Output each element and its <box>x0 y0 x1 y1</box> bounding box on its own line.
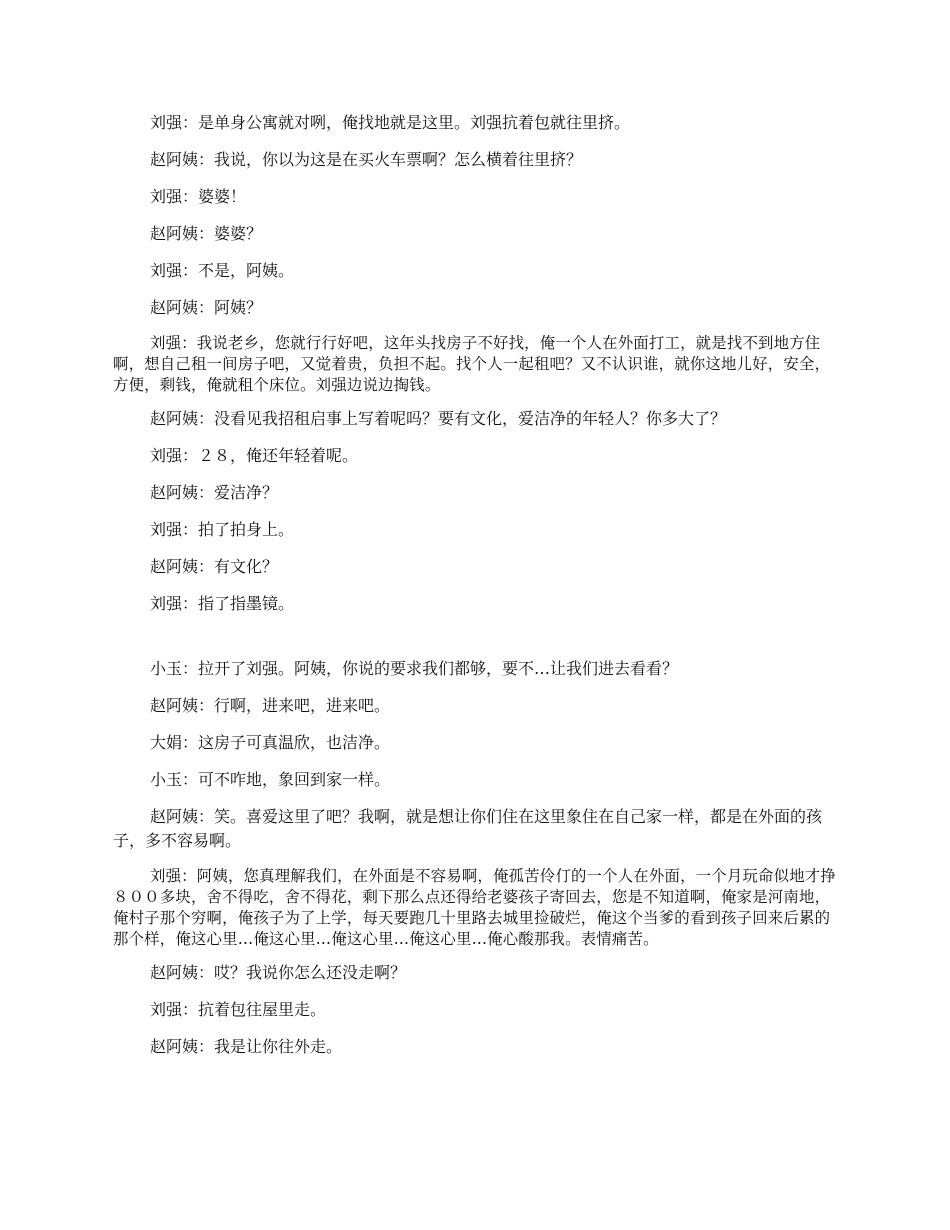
dialogue-line: 刘强：２８，俺还年轻着呢。 <box>150 446 359 465</box>
dialogue-line: 刘强：不是，阿姨。 <box>150 261 295 280</box>
dialogue-line: 赵阿姨：没看见我招租启事上写着呢吗？要有文化，爱洁净的年轻人？你多大了？ <box>150 409 727 428</box>
dialogue-line: 赵阿姨：我说，你以为这是在买火车票啊？怎么横着往里挤？ <box>150 150 583 169</box>
dialogue-paragraph: 赵阿姨：笑。喜爱这里了吧？我啊，就是想让你们住在这里象住在自己家一样，都是在外面的孩子，多不容易啊。 <box>113 807 823 850</box>
dialogue-line: 刘强：抗着包往屋里走。 <box>150 1000 327 1019</box>
dialogue-line: 赵阿姨：爱洁净？ <box>150 483 279 502</box>
dialogue-line: 赵阿姨：我是让你往外走。 <box>150 1037 343 1056</box>
section-gap <box>113 629 843 657</box>
dialogue-line: 赵阿姨：有文化？ <box>150 557 279 576</box>
dialogue-line: 大娟：这房子可真温欣，也洁净。 <box>150 733 391 752</box>
dialogue-line: 刘强：是单身公寓就对咧，俺找地就是这里。刘强抗着包就往里挤。 <box>150 113 631 132</box>
dialogue-line: 赵阿姨：行啊，进来吧，进来吧。 <box>150 696 391 715</box>
dialogue-line: 刘强：婆婆！ <box>150 187 247 206</box>
dialogue-line: 赵阿姨：哎？我说你怎么还没走啊？ <box>150 963 407 982</box>
dialogue-line: 赵阿姨：阿姨？ <box>150 298 263 317</box>
dialogue-line: 赵阿姨：婆婆？ <box>150 224 263 243</box>
script-dialogue <box>113 111 843 1072</box>
dialogue-line: 小玉：拉开了刘强。阿姨，你说的要求我们都够，要不…让我们进去看看？ <box>150 659 679 678</box>
dialogue-paragraph: 刘强：我说老乡，您就行行好吧，这年头找房子不好找，俺一个人在外面打工，就是找不到地方住啊，想自己租一间房子吧，又觉着贵，负担不起。找个人一起租吧？又不认识谁，就你这地儿好，安全，方便，剩钱，俺就租个床位。刘强边说边掏钱。 <box>113 334 831 394</box>
dialogue-line: 刘强：拍了拍身上。 <box>150 520 295 539</box>
dialogue-paragraph: 刘强：阿姨，您真理解我们，在外面是不容易啊，俺孤苦伶仃的一个人在外面，一个月玩命似地才挣８００多块，舍不得吃，舍不得花，剩下那么点还得给老婆孩子寄回去，您是不知道啊，俺家是河南地，俺村子那个穷啊，俺孩子为了上学，每天要跑几十里路去城里捡破烂，俺这个当爹的看到孩子回来后累的那个样，俺这心里…俺这心里…俺这心里…俺这心里…俺心酸那我。表情痛苦。 <box>113 867 836 948</box>
dialogue-line: 小玉：可不咋地，象回到家一样。 <box>150 770 391 789</box>
dialogue-line: 刘强：指了指墨镜。 <box>150 594 295 613</box>
